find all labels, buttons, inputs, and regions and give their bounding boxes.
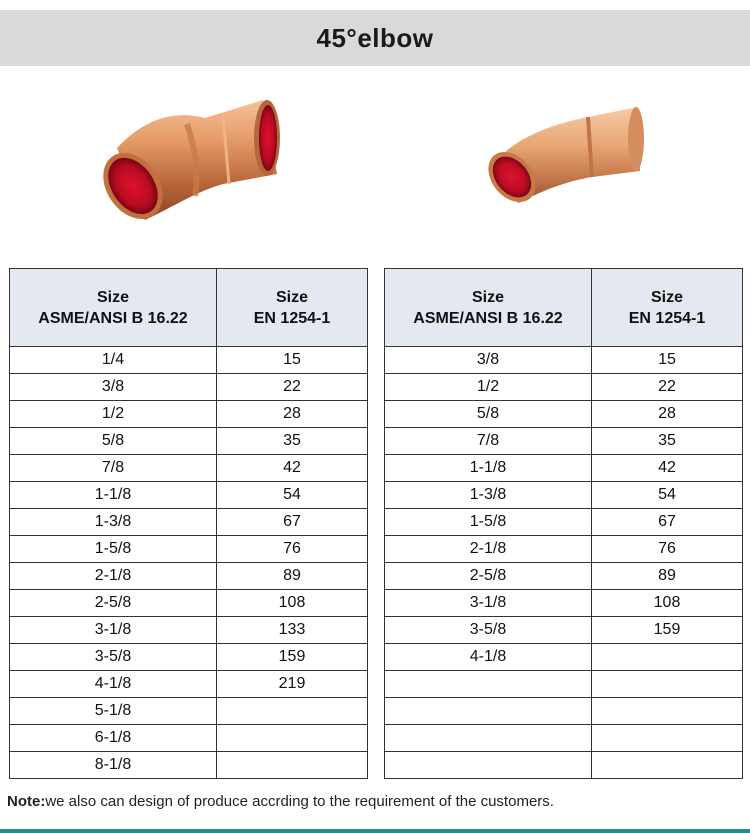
cell-asme-size bbox=[385, 698, 592, 725]
table-row bbox=[10, 374, 368, 401]
cell-en-size: 42 bbox=[592, 455, 743, 482]
table-row bbox=[385, 482, 743, 509]
note bbox=[7, 793, 554, 810]
cell-en-size bbox=[217, 698, 368, 725]
note-label: Note: bbox=[7, 793, 46, 810]
table-row bbox=[10, 644, 368, 671]
table-row bbox=[10, 536, 368, 563]
cell-asme-size bbox=[385, 725, 592, 752]
table-row bbox=[385, 563, 743, 590]
cell-en-size: 67 bbox=[592, 509, 743, 536]
table-header-row bbox=[385, 269, 743, 347]
header-asme-line1: Size bbox=[96, 288, 129, 306]
table-row bbox=[385, 509, 743, 536]
cell-en-size: 28 bbox=[217, 401, 368, 428]
size-table-right bbox=[384, 268, 743, 779]
cell-en-size bbox=[592, 698, 743, 725]
table-row bbox=[385, 347, 743, 374]
cell-asme-size bbox=[385, 752, 592, 779]
cell-en-size: 22 bbox=[217, 374, 368, 401]
cell-asme-size: 1-1/8 bbox=[10, 482, 217, 509]
cell-en-size: 22 bbox=[592, 374, 743, 401]
cell-en-size: 35 bbox=[592, 428, 743, 455]
table-row bbox=[10, 347, 368, 374]
cell-en-size: 42 bbox=[217, 455, 368, 482]
cell-asme-size: 1-3/8 bbox=[10, 509, 217, 536]
table-row bbox=[10, 590, 368, 617]
cell-asme-size: 1-1/8 bbox=[385, 455, 592, 482]
table-row bbox=[10, 617, 368, 644]
table-row bbox=[385, 590, 743, 617]
table-row bbox=[385, 455, 743, 482]
header-en bbox=[217, 269, 368, 347]
cell-asme-size: 5/8 bbox=[385, 401, 592, 428]
cell-asme-size: 2-5/8 bbox=[10, 590, 217, 617]
size-table-left bbox=[9, 268, 368, 779]
cell-asme-size: 4-1/8 bbox=[10, 671, 217, 698]
cell-en-size: 159 bbox=[217, 644, 368, 671]
cell-en-size bbox=[592, 671, 743, 698]
cell-asme-size: 1-3/8 bbox=[385, 482, 592, 509]
header-en-line1: Size bbox=[650, 288, 683, 306]
table-row bbox=[10, 428, 368, 455]
cell-asme-size: 5/8 bbox=[10, 428, 217, 455]
cell-asme-size: 3-5/8 bbox=[10, 644, 217, 671]
cell-asme-size: 8-1/8 bbox=[10, 752, 217, 779]
table-row bbox=[385, 698, 743, 725]
bottom-divider bbox=[0, 829, 750, 833]
table-row bbox=[385, 752, 743, 779]
table-row bbox=[385, 401, 743, 428]
title-bar bbox=[0, 10, 750, 66]
table-row bbox=[10, 752, 368, 779]
cell-asme-size: 2-5/8 bbox=[385, 563, 592, 590]
cell-en-size: 28 bbox=[592, 401, 743, 428]
cell-en-size: 89 bbox=[217, 563, 368, 590]
cell-en-size: 67 bbox=[217, 509, 368, 536]
table-row bbox=[10, 509, 368, 536]
cell-en-size: 89 bbox=[592, 563, 743, 590]
table-row bbox=[385, 617, 743, 644]
header-asme-line2: ASME/ANSI B 16.22 bbox=[413, 309, 563, 327]
cell-en-size bbox=[217, 752, 368, 779]
cell-asme-size: 3-1/8 bbox=[10, 617, 217, 644]
cell-asme-size bbox=[385, 671, 592, 698]
table-row bbox=[10, 671, 368, 698]
header-asme bbox=[385, 269, 592, 347]
cell-en-size: 108 bbox=[217, 590, 368, 617]
cell-en-size: 76 bbox=[217, 536, 368, 563]
cell-en-size: 133 bbox=[217, 617, 368, 644]
table-row bbox=[385, 536, 743, 563]
cell-asme-size: 1/2 bbox=[385, 374, 592, 401]
cell-en-size: 15 bbox=[592, 347, 743, 374]
cell-asme-size: 6-1/8 bbox=[10, 725, 217, 752]
table-header-row bbox=[10, 269, 368, 347]
table-row bbox=[10, 698, 368, 725]
header-asme-line1: Size bbox=[471, 288, 504, 306]
cell-asme-size: 1-5/8 bbox=[385, 509, 592, 536]
table-row bbox=[385, 725, 743, 752]
cell-en-size: 54 bbox=[592, 482, 743, 509]
table-row bbox=[10, 455, 368, 482]
cell-en-size bbox=[592, 644, 743, 671]
cell-asme-size: 2-1/8 bbox=[10, 563, 217, 590]
cell-asme-size: 3/8 bbox=[10, 374, 217, 401]
header-en bbox=[592, 269, 743, 347]
table-row bbox=[385, 428, 743, 455]
cell-asme-size: 7/8 bbox=[385, 428, 592, 455]
page-title: 45°elbow bbox=[316, 22, 434, 53]
table-row bbox=[10, 401, 368, 428]
cell-en-size: 159 bbox=[592, 617, 743, 644]
cell-asme-size: 3-5/8 bbox=[385, 617, 592, 644]
table-row bbox=[385, 644, 743, 671]
cell-en-size bbox=[592, 752, 743, 779]
cell-asme-size: 1-5/8 bbox=[10, 536, 217, 563]
table-row bbox=[10, 563, 368, 590]
cell-en-size: 54 bbox=[217, 482, 368, 509]
cell-en-size: 219 bbox=[217, 671, 368, 698]
header-en-line1: Size bbox=[275, 288, 308, 306]
cell-asme-size: 3-1/8 bbox=[385, 590, 592, 617]
cell-en-size: 35 bbox=[217, 428, 368, 455]
table-row bbox=[385, 374, 743, 401]
table-row bbox=[10, 482, 368, 509]
header-asme bbox=[10, 269, 217, 347]
cell-asme-size: 3/8 bbox=[385, 347, 592, 374]
cell-en-size: 76 bbox=[592, 536, 743, 563]
cell-asme-size: 1/2 bbox=[10, 401, 217, 428]
cell-asme-size: 4-1/8 bbox=[385, 644, 592, 671]
note-text: we also can design of produce accrding to the requirement of the customers. bbox=[45, 793, 554, 810]
cell-asme-size: 7/8 bbox=[10, 455, 217, 482]
header-asme-line2: ASME/ANSI B 16.22 bbox=[38, 309, 188, 327]
header-en-line2: EN 1254-1 bbox=[628, 309, 706, 327]
cell-en-size bbox=[592, 725, 743, 752]
cell-asme-size: 2-1/8 bbox=[385, 536, 592, 563]
copper-elbow-image-right bbox=[488, 95, 658, 210]
table-row bbox=[385, 671, 743, 698]
cell-en-size bbox=[217, 725, 368, 752]
table-row bbox=[10, 725, 368, 752]
cell-en-size: 108 bbox=[592, 590, 743, 617]
cell-asme-size: 1/4 bbox=[10, 347, 217, 374]
cell-en-size: 15 bbox=[217, 347, 368, 374]
header-en-line2: EN 1254-1 bbox=[253, 309, 331, 327]
cell-asme-size: 5-1/8 bbox=[10, 698, 217, 725]
copper-elbow-image-left bbox=[95, 88, 295, 228]
